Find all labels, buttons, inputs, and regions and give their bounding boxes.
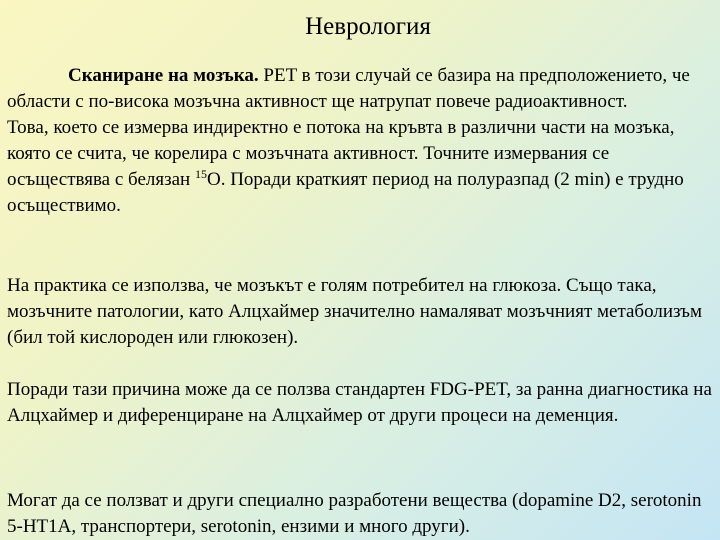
isotope-text: O. Поради краткият период на полуразпад (2 min) е трудно осъществимо. xyxy=(7,169,684,216)
paragraph-brain-scan xyxy=(7,63,713,219)
paragraph-other-substances: Могат да се ползват и други специално разработени вещества (dopamine D2, serotonin 5-HT1A, транспортери, serotonin, ензими и много други). xyxy=(7,490,702,537)
blood-flow-text: Това, което се измерва индиректно е потока на кръвта в различни части на мозъка, която се счита, че корелира с мозъчната активност. Точните измервания се осъществява с белязан xyxy=(7,117,675,190)
paragraph-glucose: На практика се използва, че мозъкът е голям потребител на глюкоза. Също така, мозъчните патологии, като Алцхаймер значително намаляват мозъчният метаболизъм (бил той кислороден или глюкозен). xyxy=(7,275,703,348)
isotope-mass-number: 15 xyxy=(194,167,207,181)
paragraph-fdg-pet: Поради тази причина може да се ползва стандартен FDG-PET, за ранна диагностика на Алцхаймер и диференциране на Алцхаймер от други процеси на деменция. xyxy=(7,379,712,426)
slide-title: Неврология xyxy=(305,13,431,40)
paragraph-brain-scan-intro xyxy=(7,63,713,115)
brain-scan-intro-text: PET в този случай се базира на предположението, че области с по-висока мозъчна активност ще натрупат повече радиоактивност. xyxy=(7,65,690,112)
indent-spacer xyxy=(7,65,68,86)
paragraph-blood-flow xyxy=(7,115,713,219)
brain-scan-heading: Сканиране на мозъка. xyxy=(68,65,259,86)
